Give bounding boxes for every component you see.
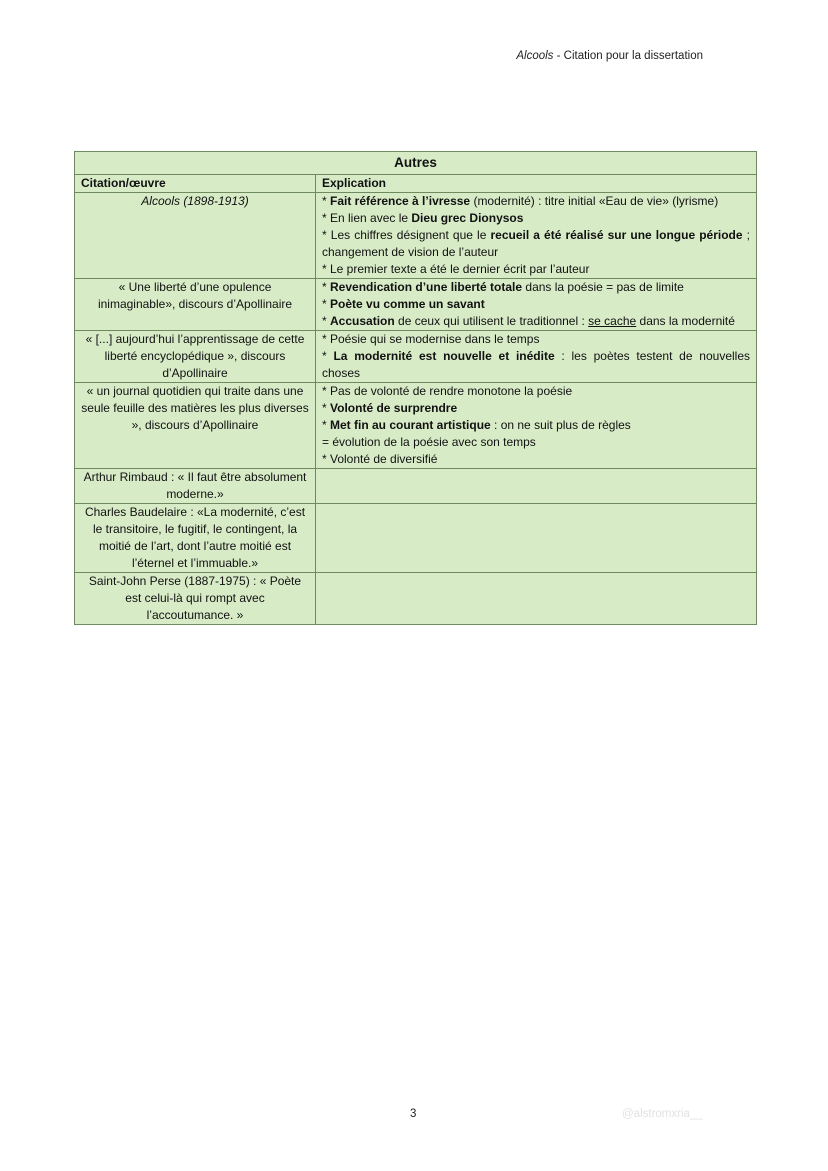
bold-text: Volonté de surprendre	[330, 401, 458, 415]
bold-text: Fait référence à l’ivresse	[330, 194, 471, 208]
text-segment: * Le premier texte a été le dernier écrit par l’auteur	[322, 262, 590, 276]
explication-line	[322, 279, 750, 296]
table-row	[75, 504, 757, 573]
text-segment: *	[322, 349, 334, 363]
page-header	[516, 50, 703, 62]
explication-line	[322, 331, 750, 348]
watermark: @alstromxria__	[622, 1108, 703, 1120]
explication-cell	[316, 193, 757, 279]
table-body	[75, 193, 757, 625]
explication-line	[322, 434, 750, 451]
table-row	[75, 331, 757, 383]
explication-line	[322, 261, 750, 278]
header-subtitle: - Citation pour la dissertation	[553, 50, 703, 62]
text-segment: : on ne suit plus de règles	[490, 418, 631, 432]
citation-cell: « Une liberté d’une opulence inimaginable», discours d’Apollinaire	[75, 279, 316, 331]
bold-text: Dieu grec Dionysos	[411, 211, 524, 225]
text-segment: dans la poésie = pas de limite	[522, 280, 684, 294]
text-segment: ; changement de vision de l’auteur	[322, 228, 750, 259]
citation-cell: Arthur Rimbaud : « Il faut être absolument moderne.»	[75, 469, 316, 504]
table-row	[75, 383, 757, 469]
text-segment: * En lien avec le	[322, 211, 412, 225]
table-row	[75, 193, 757, 279]
explication-line	[322, 193, 750, 210]
bold-text: Revendication d’une liberté totale	[330, 280, 523, 294]
text-segment: * Poésie qui se modernise dans le temps	[322, 332, 540, 346]
explication-cell	[316, 573, 757, 625]
bold-text: Accusation	[330, 314, 395, 328]
text-segment: *	[322, 401, 331, 415]
bold-text: Met fin au courant artistique	[330, 418, 491, 432]
text-segment: *	[322, 280, 331, 294]
table-row	[75, 469, 757, 504]
bold-text: recueil a été réalisé sur une longue période	[490, 228, 743, 242]
explication-line	[322, 383, 750, 400]
header-work-title: Alcools	[516, 50, 554, 62]
explication-line	[322, 210, 750, 227]
text-segment: (modernité) : titre initial «Eau de vie» (lyrisme)	[470, 194, 719, 208]
explication-line	[322, 417, 750, 434]
underlined-text: se cache	[588, 314, 637, 328]
explication-cell	[316, 279, 757, 331]
explication-line	[322, 296, 750, 313]
text-segment: *	[322, 297, 331, 311]
text-segment: dans la modernité	[636, 314, 735, 328]
explication-cell	[316, 383, 757, 469]
explication-line	[322, 451, 750, 468]
column-header-explication: Explication	[316, 175, 757, 193]
table-title: Autres	[75, 152, 757, 175]
bold-text: Poète vu comme un savant	[330, 297, 485, 311]
column-header-citation: Citation/œuvre	[75, 175, 316, 193]
table-row	[75, 573, 757, 625]
bold-text: La modernité est nouvelle et inédite	[333, 349, 555, 363]
explication-cell	[316, 504, 757, 573]
explication-line	[322, 348, 750, 382]
explication-cell	[316, 469, 757, 504]
text-segment: = évolution de la poésie avec son temps	[322, 435, 536, 449]
text-segment: : les poètes testent de nouvelles choses	[322, 349, 750, 380]
explication-line	[322, 227, 750, 261]
page-number: 3	[410, 1108, 417, 1120]
text-segment: de ceux qui utilisent le traditionnel :	[394, 314, 589, 328]
citation-cell: « [...] aujourd’hui l’apprentissage de cette liberté encyclopédique », discours d’Apollinaire	[75, 331, 316, 383]
citation-cell: Charles Baudelaire : «La modernité, c’est le transitoire, le fugitif, le contingent, la moitié de l’art, dont l’autre moitié est l’éternel et l’immuable.»	[75, 504, 316, 573]
citations-table	[74, 151, 757, 625]
text-segment: * Les chiffres désignent que le	[322, 228, 491, 242]
text-segment: * Pas de volonté de rendre monotone la poésie	[322, 384, 573, 398]
text-segment: * Volonté de diversifié	[322, 452, 438, 466]
text-segment: *	[322, 314, 331, 328]
citation-cell: « un journal quotidien qui traite dans une seule feuille des matières les plus diverses », discours d’Apollinaire	[75, 383, 316, 469]
citation-cell: Saint-John Perse (1887-1975) : « Poète est celui-là qui rompt avec l’accoutumance. »	[75, 573, 316, 625]
text-segment: *	[322, 194, 331, 208]
explication-line	[322, 313, 750, 330]
table-row	[75, 279, 757, 331]
explication-cell	[316, 331, 757, 383]
citation-cell: Alcools (1898-1913)	[75, 193, 316, 279]
text-segment: *	[322, 418, 331, 432]
explication-line	[322, 400, 750, 417]
